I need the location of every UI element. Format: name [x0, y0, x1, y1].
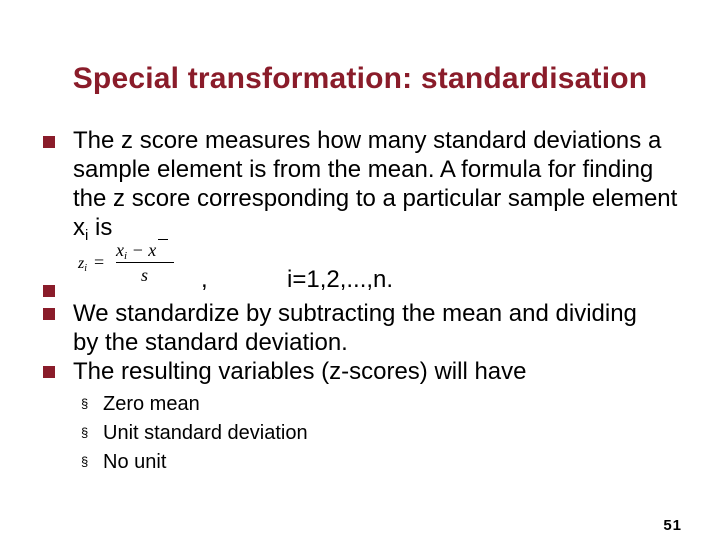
bullet-3-text: We standardize by subtracting the mean and dividing by the standard deviation.: [73, 300, 637, 356]
section-sign-bullet-icon: §: [81, 396, 89, 411]
bullet-4-text: The resulting variables (z-scores) will have: [73, 358, 527, 385]
mean-overbar: [158, 239, 168, 240]
zscore-formula: [78, 236, 208, 286]
sub-item-label: No unit: [103, 451, 167, 473]
square-bullet-icon: [43, 308, 55, 320]
section-sign-bullet-icon: §: [81, 425, 89, 440]
sub-item-no-unit: [81, 450, 166, 474]
slide-title: Special transformation: standardisation: [72, 62, 648, 95]
index-range: i=1,2,...,n.: [287, 266, 394, 293]
formula-denominator: s: [141, 265, 149, 285]
section-sign-bullet-icon: §: [81, 454, 89, 469]
square-bullet-icon: [43, 366, 55, 378]
bullet-1-tail: is: [88, 214, 113, 241]
bullet-text-zscore-definition: [73, 126, 693, 242]
formula-lhs: $z_i$: [78, 255, 88, 274]
sub-item-label: Zero mean: [103, 393, 200, 415]
sub-item-label: Unit standard deviation: [103, 422, 308, 444]
square-bullet-icon: [43, 136, 55, 148]
sub-item-zero-mean: [81, 392, 200, 416]
fraction-bar: [116, 262, 174, 263]
formula-numerator: $x_i - x$: [116, 240, 157, 262]
bullet-1-subscript: i: [85, 227, 89, 244]
page-number: 51: [663, 517, 682, 534]
square-bullet-icon: [43, 285, 55, 297]
bullet-1-text: The z score measures how many standard deviations a sample element is from the mean. A formula for finding the z score corresponding to a particular sample element x: [73, 127, 678, 241]
formula-comma: ,: [201, 266, 208, 293]
formula-equals: =: [94, 252, 105, 272]
sub-item-unit-sd: [81, 421, 308, 445]
